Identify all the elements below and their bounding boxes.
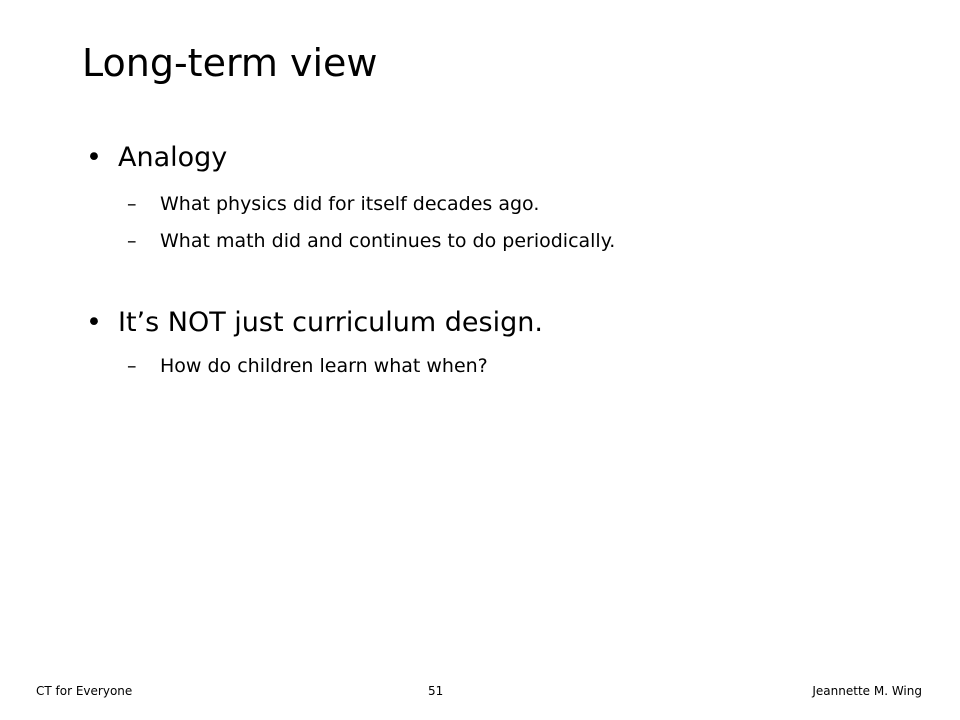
sub-item-children bbox=[127, 353, 488, 379]
sub-item-math bbox=[127, 228, 615, 254]
sub-bullet-text: What physics did for itself decades ago. bbox=[160, 193, 540, 215]
sub-bullet-text: What math did and continues to do periodically. bbox=[160, 230, 616, 252]
bullet-text: Analogy bbox=[118, 142, 228, 173]
bullet-item-analogy bbox=[86, 141, 227, 175]
bullet-text: It’s NOT just curriculum design. bbox=[118, 307, 543, 338]
footer-left-text: CT for Everyone bbox=[36, 684, 133, 698]
bullet-marker: • bbox=[86, 307, 102, 338]
sub-bullet-text: How do children learn what when? bbox=[160, 355, 488, 377]
bullet-item-curriculum bbox=[86, 306, 543, 340]
bullet-marker: • bbox=[86, 142, 102, 173]
footer-page-number: 51 bbox=[428, 684, 444, 698]
footer-author: Jeannette M. Wing bbox=[812, 684, 922, 698]
sub-bullet-marker: – bbox=[127, 355, 137, 377]
slide-title: Long-term view bbox=[82, 41, 378, 85]
sub-item-physics bbox=[127, 191, 539, 217]
sub-bullet-marker: – bbox=[127, 230, 137, 252]
sub-bullet-marker: – bbox=[127, 193, 137, 215]
